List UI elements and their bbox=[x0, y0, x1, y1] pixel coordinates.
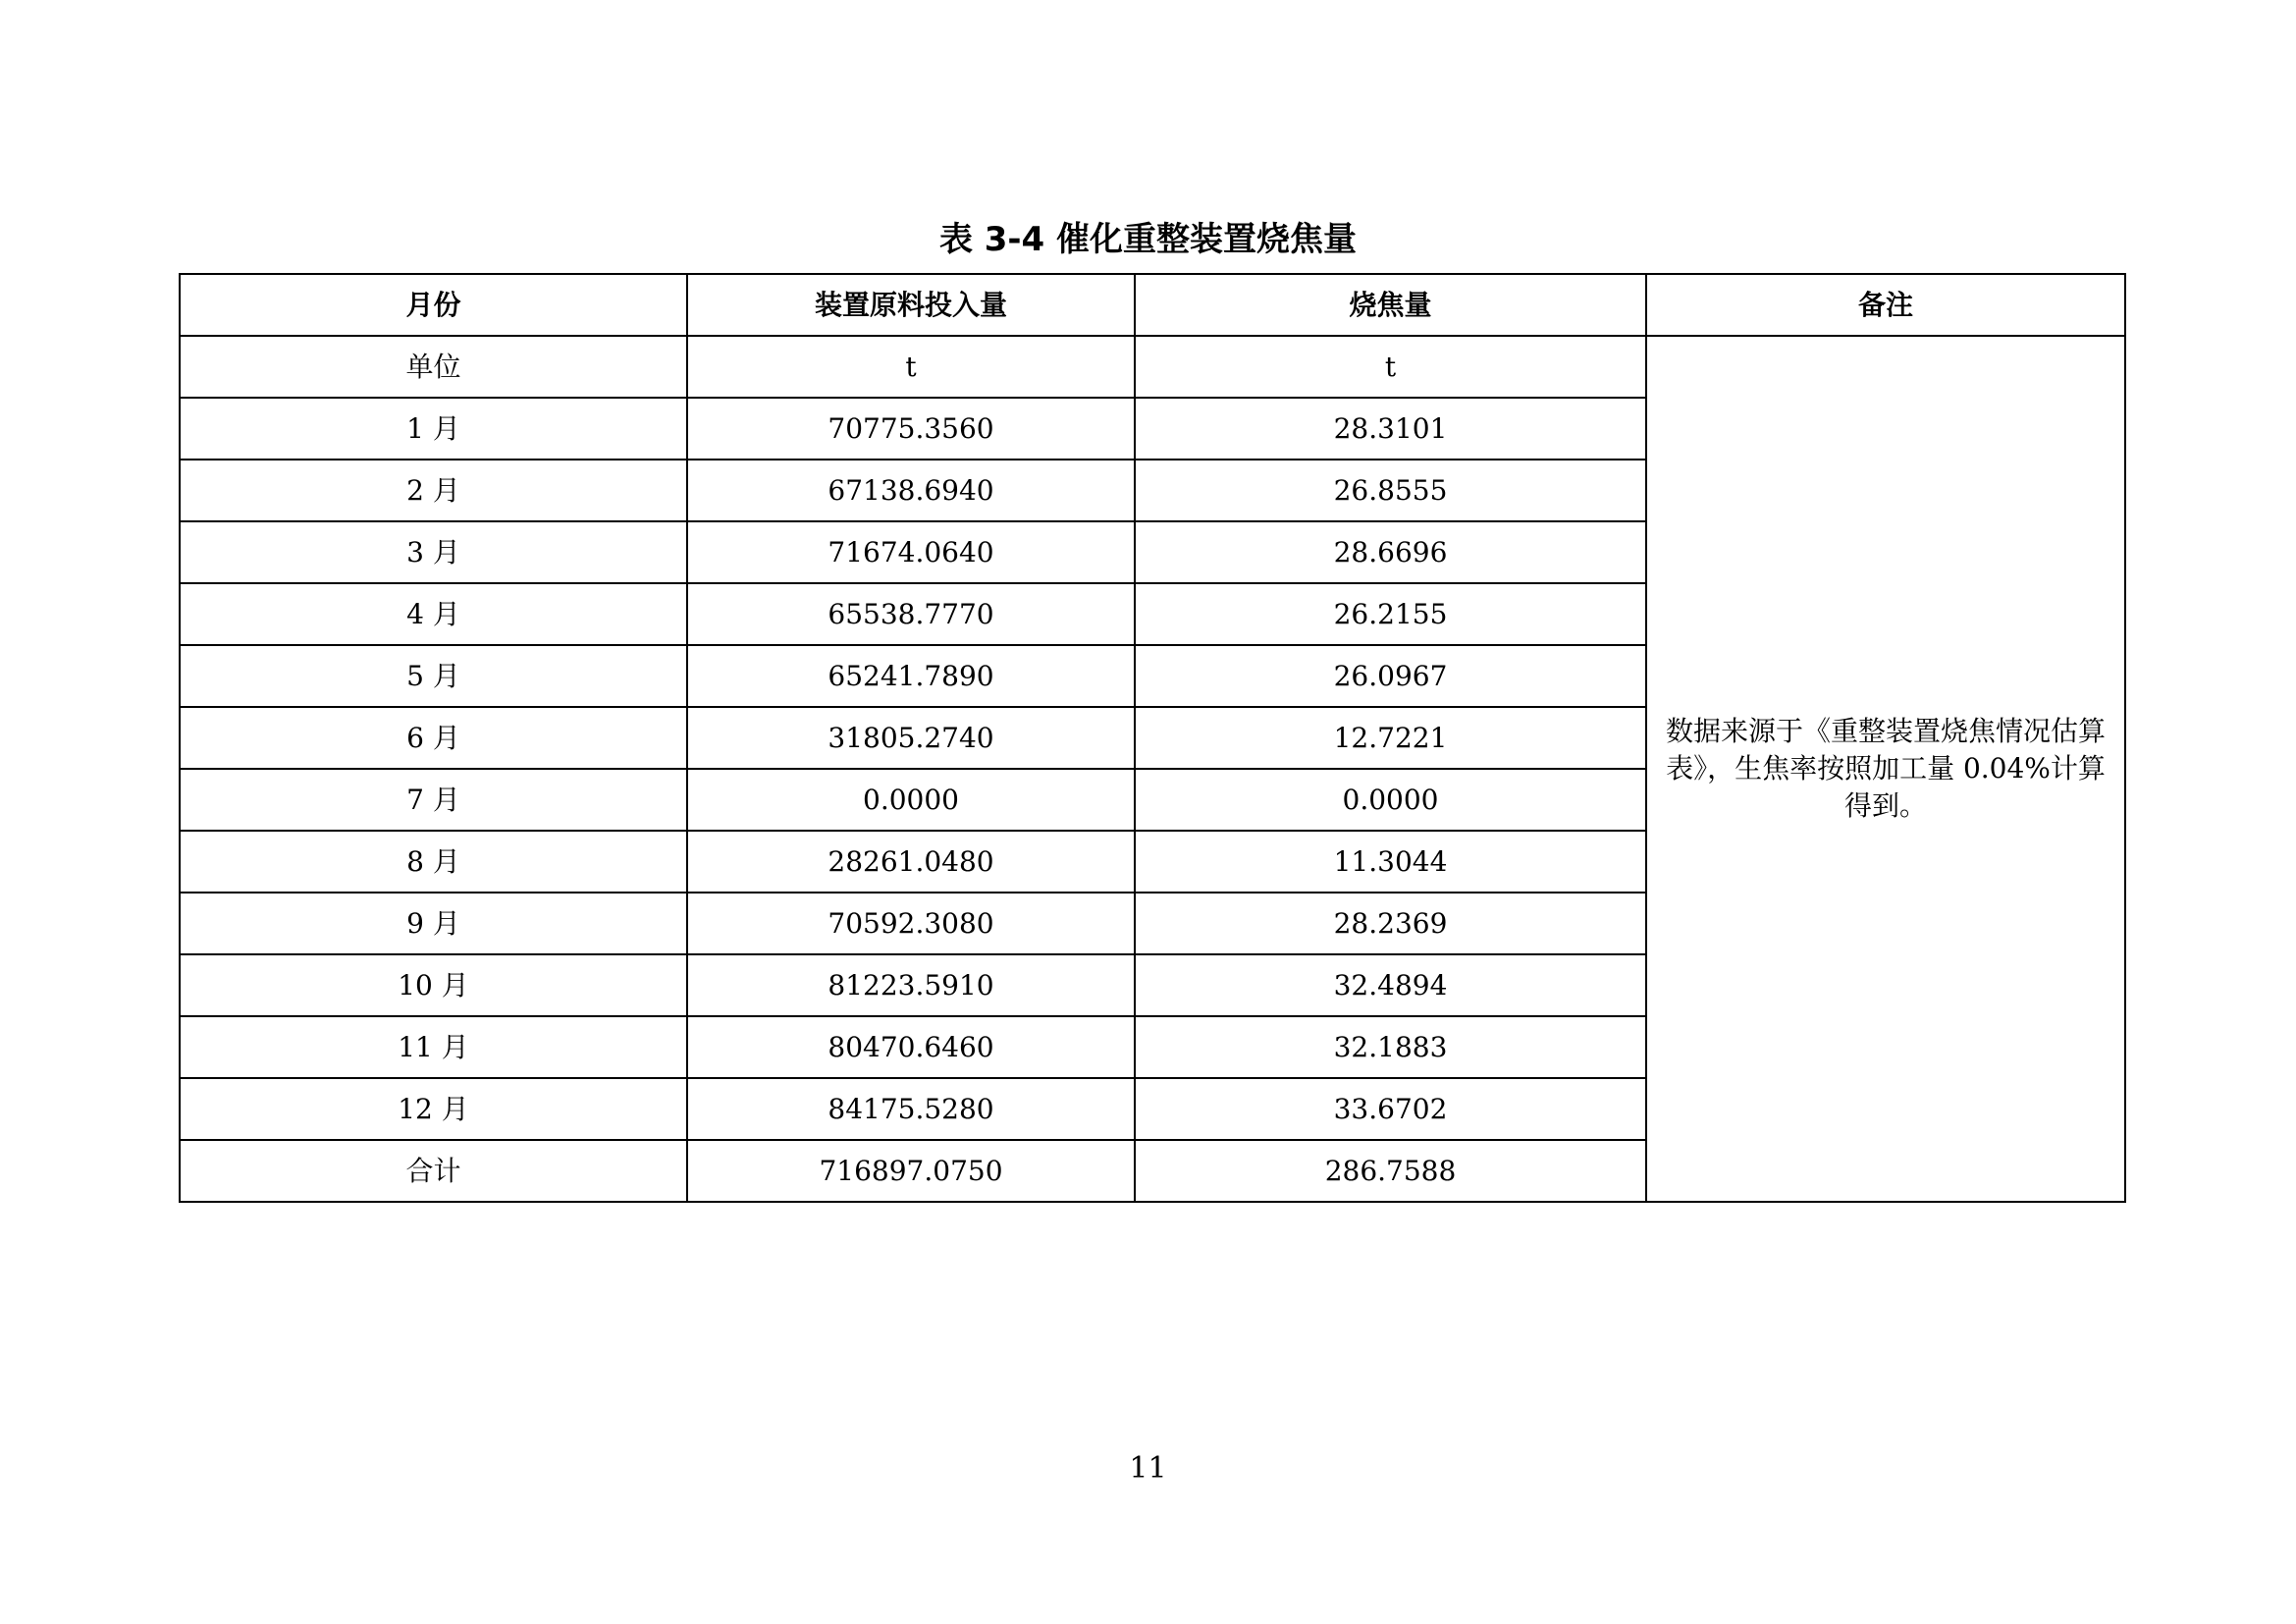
month-cell: 6 月 bbox=[180, 707, 687, 769]
feed-cell: 81223.5910 bbox=[687, 954, 1135, 1016]
header-feed-input: 装置原料投入量 bbox=[687, 274, 1135, 336]
month-cell: 7 月 bbox=[180, 769, 687, 831]
month-cell: 3 月 bbox=[180, 521, 687, 583]
coke-cell: 32.1883 bbox=[1135, 1016, 1646, 1078]
feed-cell: 80470.6460 bbox=[687, 1016, 1135, 1078]
feed-unit: t bbox=[687, 336, 1135, 398]
coke-burning-table bbox=[179, 273, 2126, 1203]
feed-cell: 31805.2740 bbox=[687, 707, 1135, 769]
month-cell: 5 月 bbox=[180, 645, 687, 707]
month-cell: 8 月 bbox=[180, 831, 687, 893]
feed-cell: 28261.0480 bbox=[687, 831, 1135, 893]
feed-cell: 67138.6940 bbox=[687, 460, 1135, 521]
month-cell: 12 月 bbox=[180, 1078, 687, 1140]
feed-cell: 70775.3560 bbox=[687, 398, 1135, 460]
coke-cell: 32.4894 bbox=[1135, 954, 1646, 1016]
month-cell: 9 月 bbox=[180, 893, 687, 954]
month-cell: 11 月 bbox=[180, 1016, 687, 1078]
table-header-row bbox=[180, 274, 2125, 336]
coke-cell: 11.3044 bbox=[1135, 831, 1646, 893]
coke-cell: 26.0967 bbox=[1135, 645, 1646, 707]
feed-cell: 71674.0640 bbox=[687, 521, 1135, 583]
coke-cell: 0.0000 bbox=[1135, 769, 1646, 831]
coke-cell: 12.7221 bbox=[1135, 707, 1646, 769]
month-cell: 2 月 bbox=[180, 460, 687, 521]
total-label: 合计 bbox=[180, 1140, 687, 1202]
header-coke-amount: 烧焦量 bbox=[1135, 274, 1646, 336]
table-title: 表 3-4 催化重整装置烧焦量 bbox=[938, 220, 1358, 259]
feed-cell: 70592.3080 bbox=[687, 893, 1135, 954]
coke-cell: 26.8555 bbox=[1135, 460, 1646, 521]
month-cell: 1 月 bbox=[180, 398, 687, 460]
coke-unit: t bbox=[1135, 336, 1646, 398]
coke-cell: 28.2369 bbox=[1135, 893, 1646, 954]
coke-cell: 28.6696 bbox=[1135, 521, 1646, 583]
total-feed: 716897.0750 bbox=[687, 1140, 1135, 1202]
feed-cell: 65538.7770 bbox=[687, 583, 1135, 645]
coke-cell: 33.6702 bbox=[1135, 1078, 1646, 1140]
page-number: 11 bbox=[1129, 1451, 1167, 1486]
header-remarks: 备注 bbox=[1646, 274, 2125, 336]
feed-cell: 65241.7890 bbox=[687, 645, 1135, 707]
unit-row bbox=[180, 336, 2125, 398]
remarks-note: 数据来源于《重整装置烧焦情况估算表》，生焦率按照加工量 0.04%计算得到。 bbox=[1646, 336, 2125, 1202]
coke-cell: 28.3101 bbox=[1135, 398, 1646, 460]
feed-cell: 84175.5280 bbox=[687, 1078, 1135, 1140]
feed-cell: 0.0000 bbox=[687, 769, 1135, 831]
month-cell: 10 月 bbox=[180, 954, 687, 1016]
total-coke: 286.7588 bbox=[1135, 1140, 1646, 1202]
month-cell: 4 月 bbox=[180, 583, 687, 645]
header-month: 月份 bbox=[180, 274, 687, 336]
coke-cell: 26.2155 bbox=[1135, 583, 1646, 645]
unit-label: 单位 bbox=[180, 336, 687, 398]
